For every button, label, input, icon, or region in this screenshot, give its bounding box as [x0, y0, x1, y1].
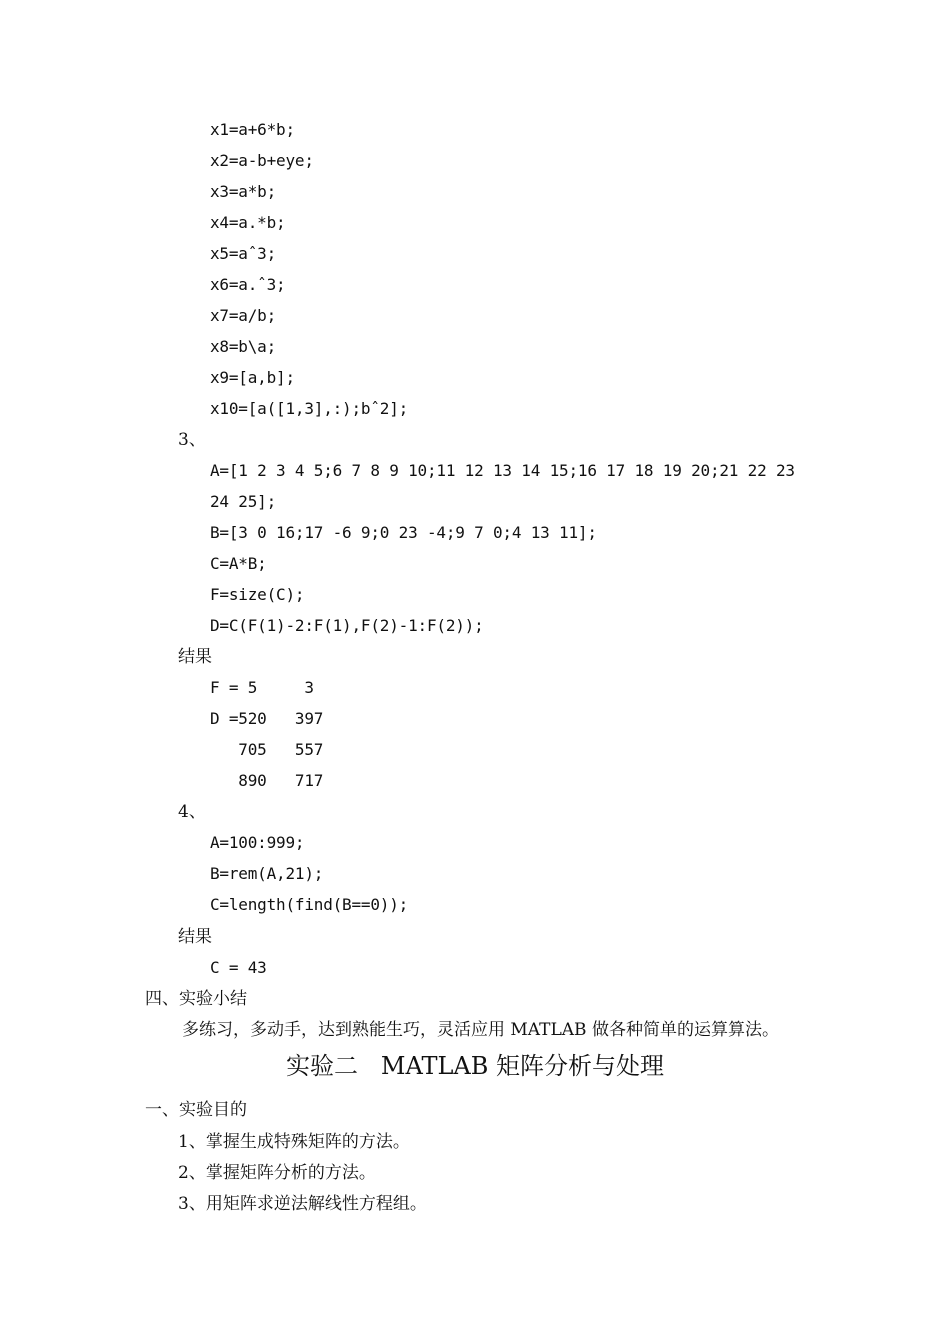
result-line: 705 557 — [210, 740, 324, 759]
code-line: x9=[a,b]; — [210, 368, 295, 387]
code-line: F=size(C); — [210, 585, 305, 604]
item-number: 3、 — [178, 430, 206, 450]
section-heading: 四、实验小结 — [145, 989, 247, 1009]
summary-paragraph: 多练习，多动手，达到熟能生巧，灵活应用 MATLAB 做各种简单的运算算法。 — [182, 1020, 779, 1040]
code-line: A=100:999; — [210, 833, 305, 852]
code-line: x8=b\a; — [210, 337, 277, 356]
item-number: 4、 — [178, 802, 206, 822]
code-line: x1=a+6*b; — [210, 120, 295, 139]
code-line: x7=a/b; — [210, 306, 277, 325]
result-line: D =520 397 — [210, 709, 324, 728]
code-line: C=A*B; — [210, 554, 267, 573]
experiment-title: 实验二 MATLAB 矩阵分析与处理 — [285, 1052, 665, 1080]
objective-item: 1、掌握生成特殊矩阵的方法。 — [178, 1132, 410, 1152]
code-line: x4=a.*b; — [210, 213, 286, 232]
code-line: x5=aˆ3; — [210, 244, 277, 263]
objective-item: 3、用矩阵求逆法解线性方程组。 — [178, 1194, 427, 1214]
result-line: F = 5 3 — [210, 678, 314, 697]
code-line: x3=a*b; — [210, 182, 277, 201]
code-line: C=length(find(B==0)); — [210, 895, 409, 914]
code-line: A=[1 2 3 4 5;6 7 8 9 10;11 12 13 14 15;16 17 18 19 20;21 22 23 — [210, 461, 795, 480]
code-line: D=C(F(1)-2:F(1),F(2)-1:F(2)); — [210, 616, 484, 635]
code-line: 24 25]; — [210, 492, 277, 511]
section-heading: 一、实验目的 — [145, 1100, 247, 1120]
code-line: B=[3 0 16;17 -6 9;0 23 -4;9 7 0;4 13 11]; — [210, 523, 597, 542]
code-line: x10=[a([1,3],:);bˆ2]; — [210, 399, 409, 418]
result-line: C = 43 — [210, 958, 267, 977]
result-label: 结果 — [178, 927, 212, 947]
objective-item: 2、掌握矩阵分析的方法。 — [178, 1163, 376, 1183]
code-line: B=rem(A,21); — [210, 864, 324, 883]
result-label: 结果 — [178, 647, 212, 667]
code-line: x2=a-b+eye; — [210, 151, 314, 170]
result-line: 890 717 — [210, 771, 324, 790]
code-line: x6=a.ˆ3; — [210, 275, 286, 294]
